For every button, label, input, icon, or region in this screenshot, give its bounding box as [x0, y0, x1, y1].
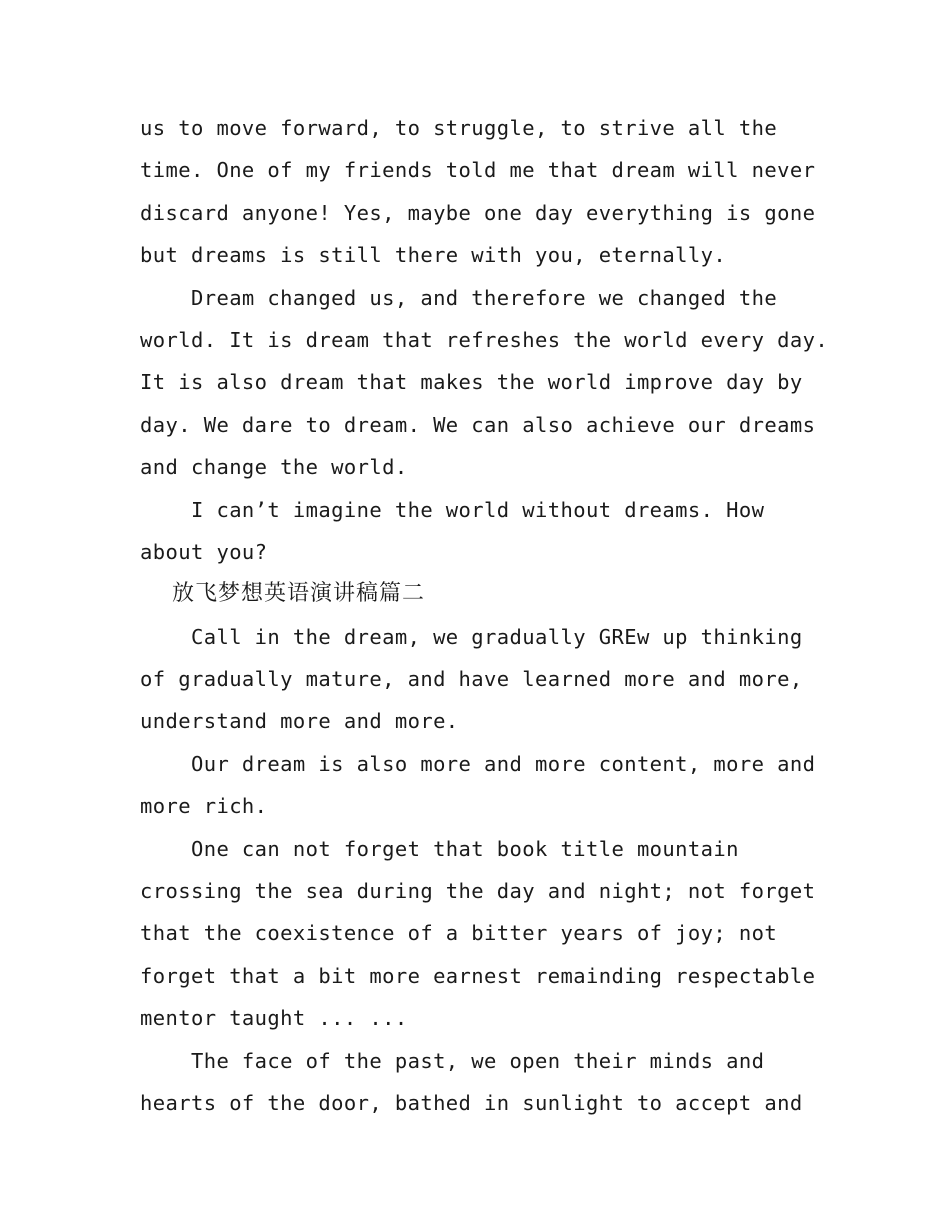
text-line: world. It is dream that refreshes the world every day. [140, 327, 829, 352]
text-line: understand more and more. [140, 709, 459, 734]
text-line: I can’t imagine the world without dreams. How [140, 497, 765, 522]
text-line: The face of the past, we open their minds and [140, 1048, 765, 1073]
text-line: forget that a bit more earnest remainding respectable [140, 963, 816, 988]
text-line: about you? [140, 539, 268, 564]
section-heading: 放飞梦想英语演讲稿篇二 [140, 581, 425, 607]
text-line: time. One of my friends told me that dream will never [140, 158, 816, 183]
text-line: It is also dream that makes the world improve day by [140, 370, 803, 395]
text-line: and change the world. [140, 455, 408, 480]
text-line: mentor taught ... ... [140, 1006, 408, 1031]
text-line: that the coexistence of a bitter years of joy; not [140, 921, 778, 946]
text-line: Our dream is also more and more content, more and [140, 751, 816, 776]
text-line: of gradually mature, and have learned more and more, [140, 667, 803, 692]
text-line: but dreams is still there with you, eternally. [140, 243, 727, 268]
text-line: hearts of the door, bathed in sunlight to accept and [140, 1090, 803, 1115]
text-line: discard anyone! Yes, maybe one day everything is gone [140, 200, 816, 225]
text-line: Dream changed us, and therefore we changed the [140, 285, 778, 310]
text-line: day. We dare to dream. We can also achieve our dreams [140, 412, 816, 437]
text-line: crossing the sea during the day and night; not forget [140, 879, 816, 904]
document-body [140, 107, 829, 1124]
text-line: more rich. [140, 794, 268, 819]
text-line: One can not forget that book title mountain [140, 836, 739, 861]
text-line: us to move forward, to struggle, to strive all the [140, 116, 778, 140]
text-line: Call in the dream, we gradually GREw up thinking [140, 624, 803, 649]
